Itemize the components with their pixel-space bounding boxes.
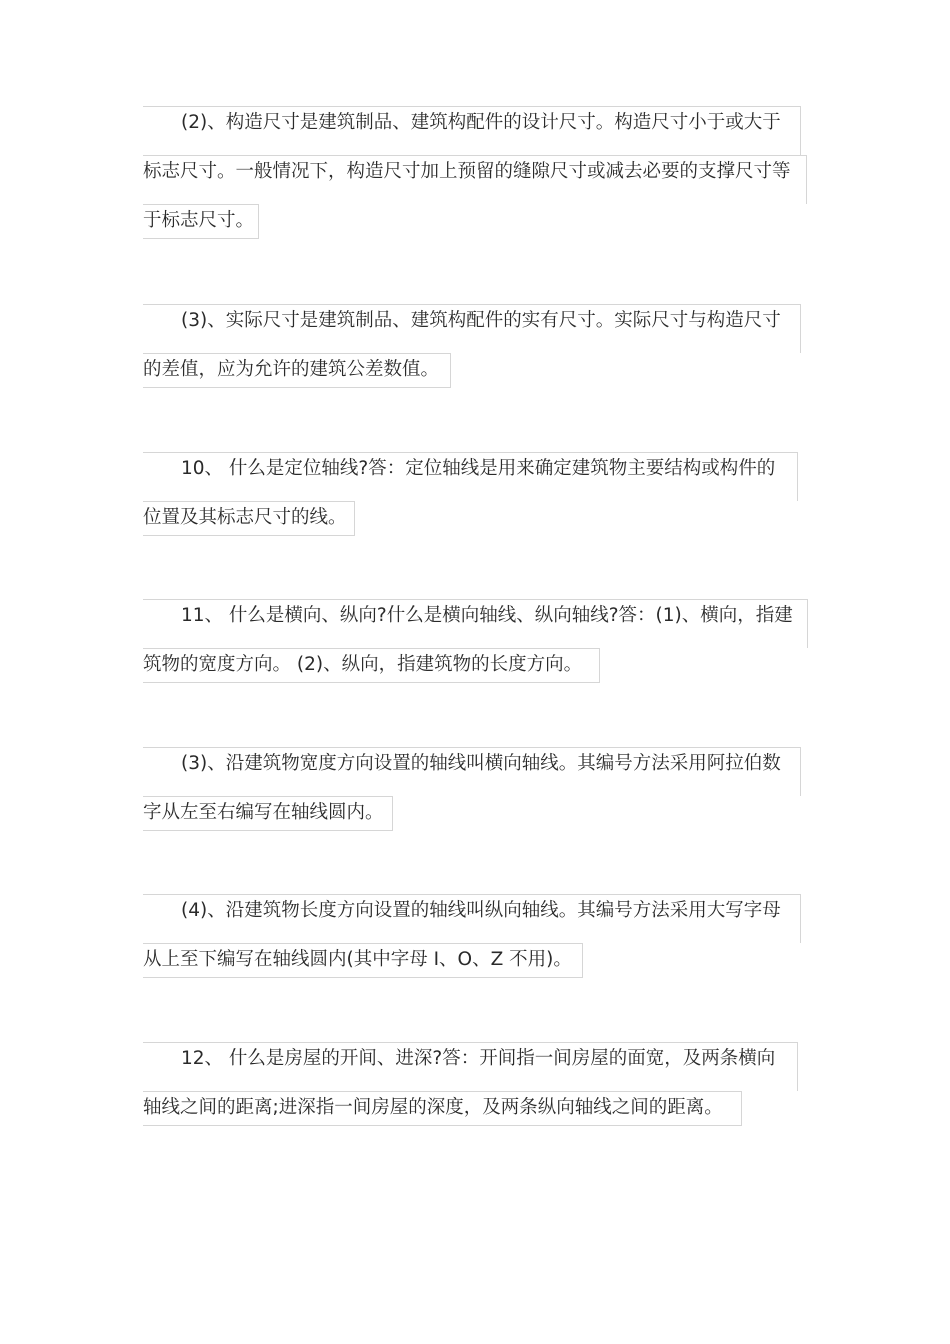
text-line: 标志尺寸。一般情况下，构造尺寸加上预留的缝隙尺寸或减去必要的支撑尺寸等	[143, 155, 807, 204]
paragraph-actual-size	[143, 304, 801, 388]
text-line: (3)、沿建筑物宽度方向设置的轴线叫横向轴线。其编号方法采用阿拉伯数	[143, 747, 801, 796]
paragraph-question-10	[143, 452, 798, 536]
text-line: 12、 什么是房屋的开间、进深?答：开间指一间房屋的面宽，及两条横向	[143, 1042, 798, 1091]
text-line: (2)、构造尺寸是建筑制品、建筑构配件的设计尺寸。构造尺寸小于或大于	[143, 106, 801, 155]
text-line: 10、 什么是定位轴线?答：定位轴线是用来确定建筑物主要结构或构件的	[143, 452, 798, 501]
paragraph-question-12	[143, 1042, 798, 1126]
text-line: 筑物的宽度方向。 (2)、纵向，指建筑物的长度方向。	[143, 648, 600, 683]
text-line: (4)、沿建筑物长度方向设置的轴线叫纵向轴线。其编号方法采用大写字母	[143, 894, 801, 943]
text-line: 从上至下编写在轴线圆内(其中字母 I、O、Z 不用)。	[143, 943, 583, 978]
text-line: 字从左至右编写在轴线圆内。	[143, 796, 393, 831]
paragraph-transverse-axis	[143, 747, 801, 831]
text-line: 11、 什么是横向、纵向?什么是横向轴线、纵向轴线?答：(1)、横向，指建	[143, 599, 808, 648]
text-line: (3)、实际尺寸是建筑制品、建筑构配件的实有尺寸。实际尺寸与构造尺寸	[143, 304, 801, 353]
paragraph-longitudinal-axis	[143, 894, 801, 978]
paragraph-question-11	[143, 599, 808, 683]
text-line: 位置及其标志尺寸的线。	[143, 501, 355, 536]
paragraph-construction-size	[143, 106, 807, 239]
text-line: 于标志尺寸。	[143, 204, 259, 239]
text-line: 的差值，应为允许的建筑公差数值。	[143, 353, 451, 388]
text-line: 轴线之间的距离;进深指一间房屋的深度，及两条纵向轴线之间的距离。	[143, 1091, 742, 1126]
